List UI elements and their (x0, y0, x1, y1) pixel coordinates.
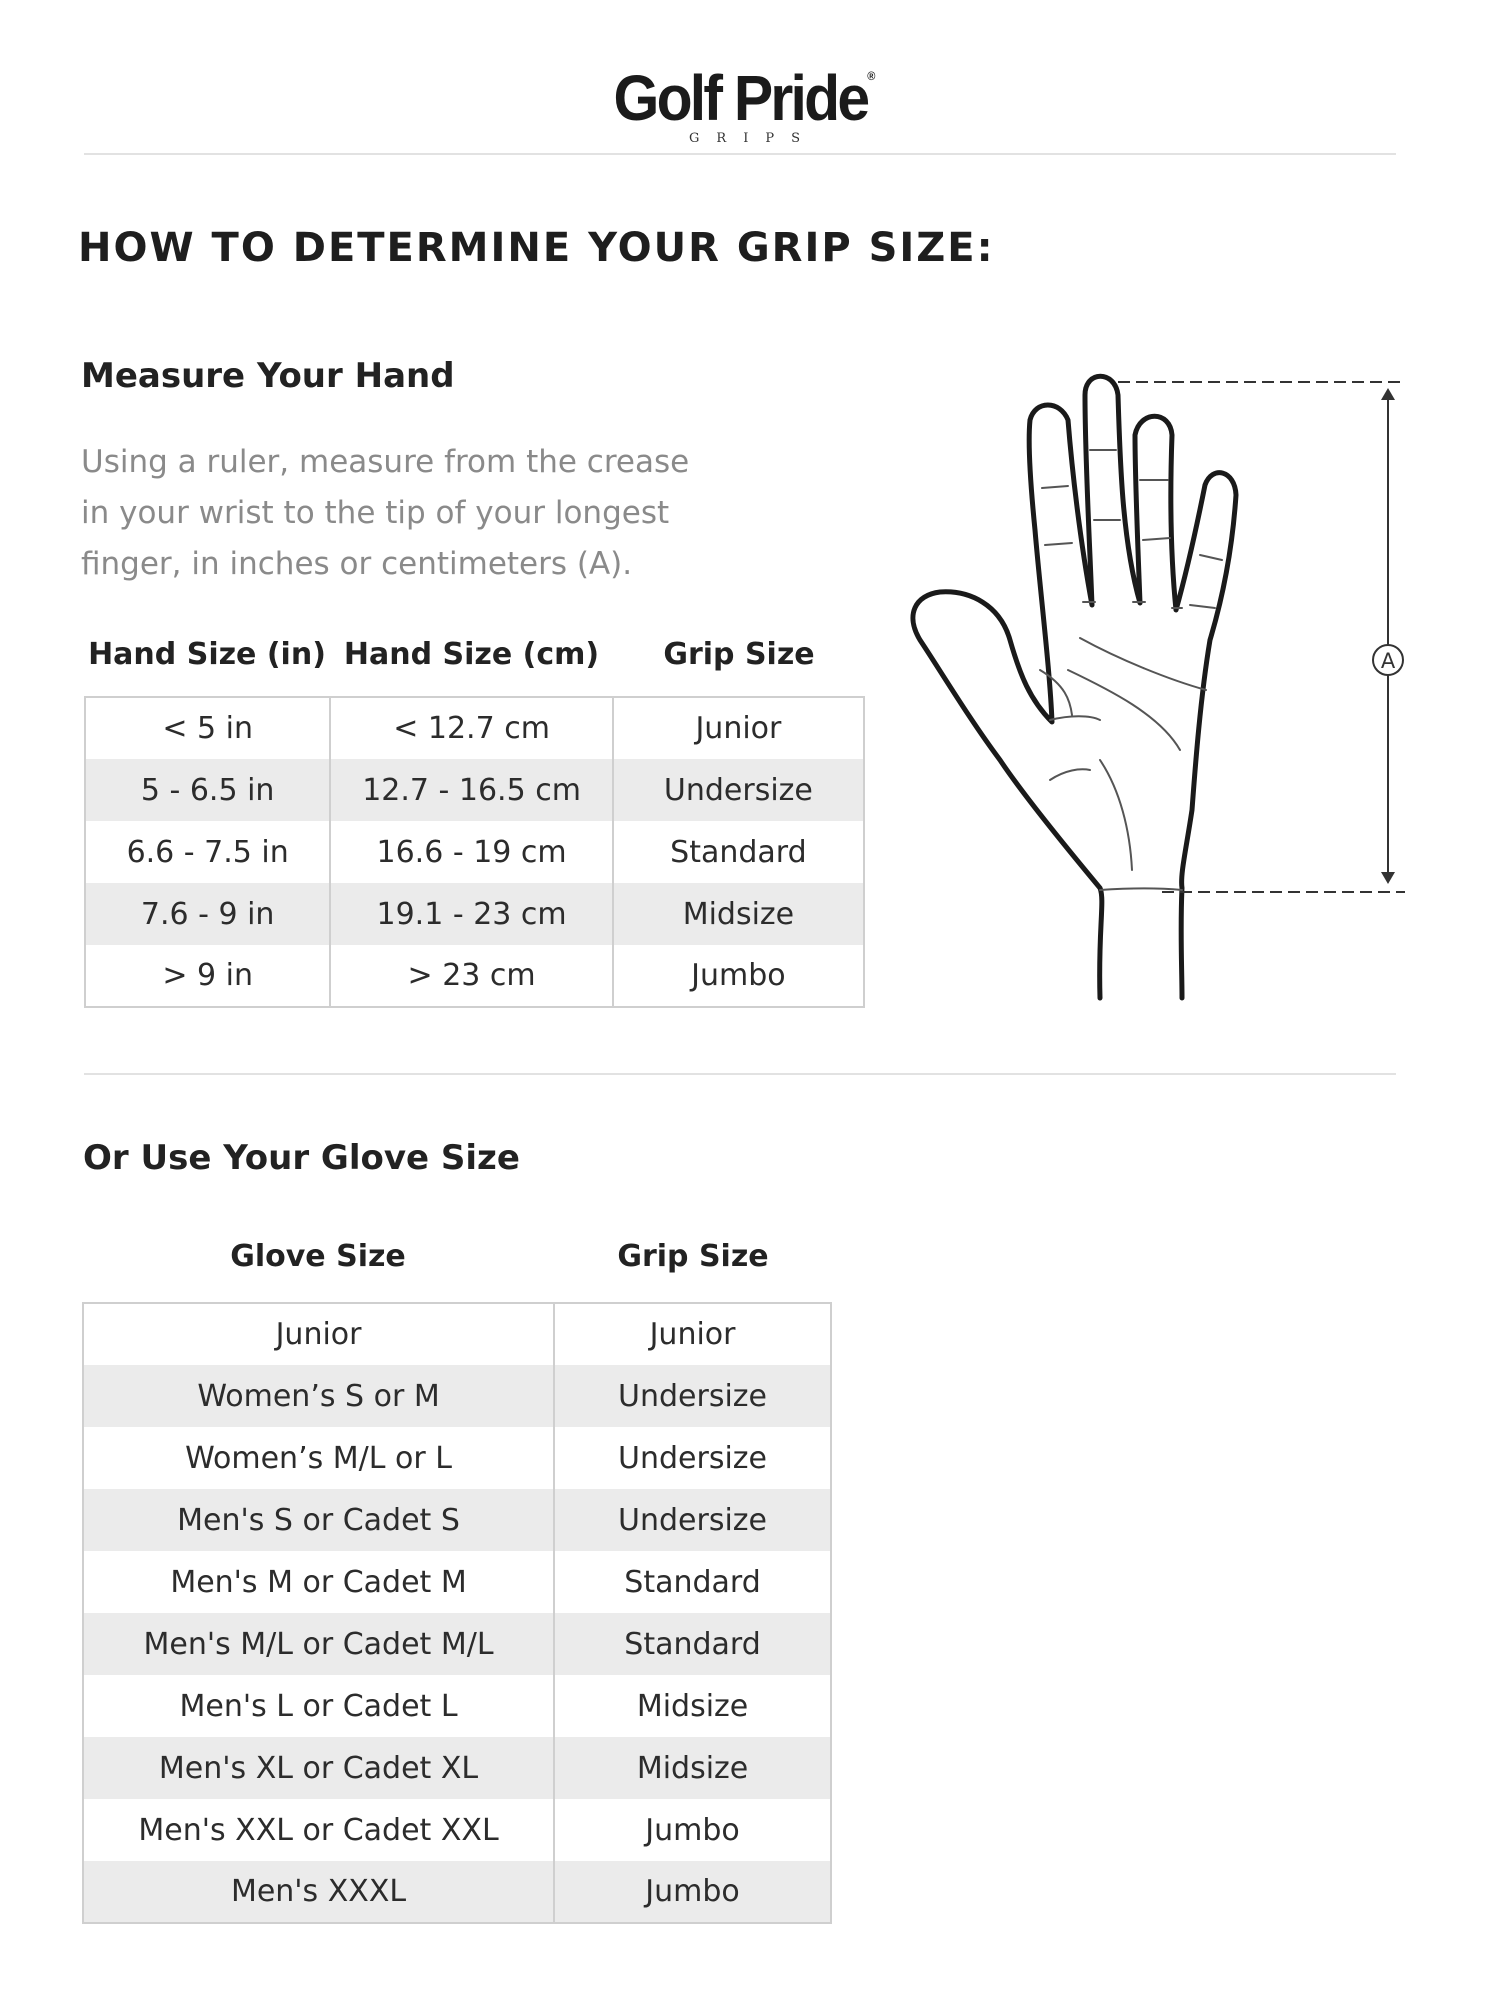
palm-lines (1040, 450, 1222, 890)
hand-outline-icon (913, 376, 1236, 998)
measurement-guides (1118, 382, 1405, 892)
table-row (83, 1489, 831, 1551)
glove-size-cell: Men's XL or Cadet XL (83, 1737, 554, 1799)
hand-measurement-diagram (900, 370, 1420, 1010)
hand-table-header-cm: Hand Size (cm) (343, 637, 600, 672)
table-row (85, 883, 864, 945)
table-row (83, 1799, 831, 1861)
table-row (83, 1365, 831, 1427)
hand-size-cm-cell: 12.7 - 16.5 cm (330, 759, 612, 821)
logo-wordmark: Golf Pride® (613, 62, 876, 134)
hand-size-in-cell: 6.6 - 7.5 in (85, 821, 330, 883)
grip-size-cell: Undersize (554, 1489, 831, 1551)
glove-heading: Or Use Your Glove Size (83, 1138, 520, 1178)
table-row (83, 1551, 831, 1613)
table-row (83, 1861, 831, 1923)
grip-size-cell: Junior (613, 697, 864, 759)
grip-size-cell: Jumbo (613, 945, 864, 1007)
table-row (83, 1675, 831, 1737)
hand-size-in-cell: 5 - 6.5 in (85, 759, 330, 821)
logo-subtitle: GRIPS (689, 131, 817, 146)
grip-size-cell: Midsize (554, 1675, 831, 1737)
glove-size-cell: Men's XXL or Cadet XXL (83, 1799, 554, 1861)
hand-size-in-cell: < 5 in (85, 697, 330, 759)
glove-size-cell: Men's XXXL (83, 1861, 554, 1923)
grip-size-cell: Standard (554, 1613, 831, 1675)
table-row (85, 821, 864, 883)
hand-size-cm-cell: > 23 cm (330, 945, 612, 1007)
table-row (85, 945, 864, 1007)
glove-size-cell: Men's M or Cadet M (83, 1551, 554, 1613)
glove-size-cell: Junior (83, 1303, 554, 1365)
grip-size-cell: Jumbo (554, 1861, 831, 1923)
grip-size-cell: Undersize (613, 759, 864, 821)
table-row (83, 1613, 831, 1675)
grip-size-cell: Undersize (554, 1427, 831, 1489)
hand-table-header-in: Hand Size (in) (88, 637, 326, 672)
glove-table-header-glove: Glove Size (230, 1239, 406, 1274)
table-row (83, 1427, 831, 1489)
glove-table-header-grip: Grip Size (617, 1239, 769, 1274)
page-title: HOW TO DETERMINE YOUR GRIP SIZE: (78, 225, 995, 271)
hand-size-table (84, 696, 865, 1008)
table-row (83, 1737, 831, 1799)
glove-size-cell: Men's L or Cadet L (83, 1675, 554, 1737)
glove-size-cell: Women’s S or M (83, 1365, 554, 1427)
hand-size-cm-cell: 19.1 - 23 cm (330, 883, 612, 945)
glove-size-cell: Women’s M/L or L (83, 1427, 554, 1489)
grip-size-cell: Undersize (554, 1365, 831, 1427)
table-row (85, 697, 864, 759)
hand-size-in-cell: > 9 in (85, 945, 330, 1007)
table-row (85, 759, 864, 821)
measure-heading: Measure Your Hand (81, 356, 455, 396)
table-row (83, 1303, 831, 1365)
header-divider (84, 153, 1396, 155)
hand-size-cm-cell: < 12.7 cm (330, 697, 612, 759)
hand-size-cm-cell: 16.6 - 19 cm (330, 821, 612, 883)
grip-size-cell: Junior (554, 1303, 831, 1365)
hand-size-in-cell: 7.6 - 9 in (85, 883, 330, 945)
grip-size-cell: Midsize (613, 883, 864, 945)
grip-size-cell: Jumbo (554, 1799, 831, 1861)
measure-instructions: Using a ruler, measure from the crease in your wrist to the tip of your longest finger, in inches or centimeters (A). (81, 444, 690, 582)
hand-table-header-grip: Grip Size (663, 637, 815, 672)
glove-size-cell: Men's M/L or Cadet M/L (83, 1613, 554, 1675)
grip-size-cell: Standard (613, 821, 864, 883)
glove-size-cell: Men's S or Cadet S (83, 1489, 554, 1551)
label-a-text: A (1380, 649, 1396, 673)
brand-logo (0, 40, 1489, 146)
grip-size-cell: Midsize (554, 1737, 831, 1799)
grip-size-cell: Standard (554, 1551, 831, 1613)
section-divider (84, 1073, 1396, 1075)
glove-size-table (82, 1302, 832, 1924)
